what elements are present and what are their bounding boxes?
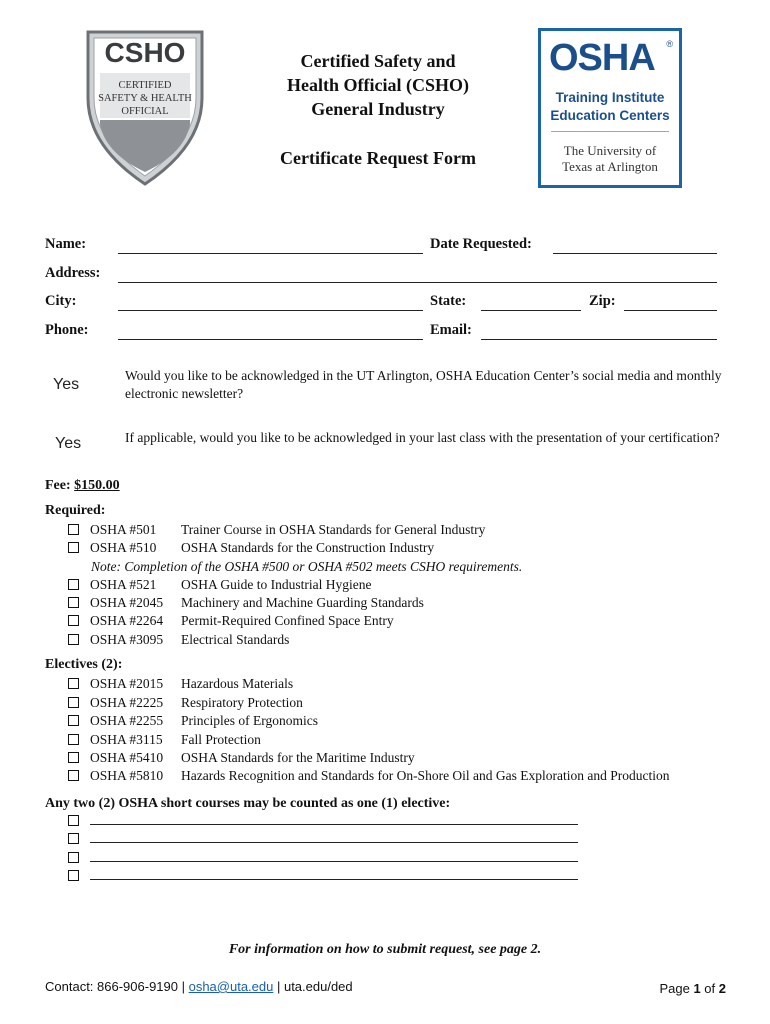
course-code: OSHA #2045 bbox=[90, 595, 164, 610]
short-course-checkbox[interactable] bbox=[68, 870, 79, 881]
form-title-line-1: Certified Safety and bbox=[300, 51, 456, 71]
course-title: Hazardous Materials bbox=[181, 676, 294, 691]
csho-logo-title: CSHO bbox=[104, 37, 186, 68]
submission-info-note: For information on how to submit request, see page 2. bbox=[228, 942, 542, 957]
fee-label: Fee: bbox=[45, 478, 71, 493]
course-title: Respiratory Protection bbox=[181, 695, 303, 710]
course-title: OSHA Standards for the Construction Industry bbox=[181, 540, 435, 555]
csho-logo-line2: SAFETY & HEALTH bbox=[98, 93, 192, 104]
zip-field[interactable] bbox=[624, 310, 717, 311]
osha-logo-line3: The University of bbox=[563, 143, 657, 158]
state-field[interactable] bbox=[481, 310, 581, 311]
page-total: 2 bbox=[718, 981, 726, 996]
required-course-checkbox[interactable] bbox=[68, 615, 79, 626]
required-note: Note: Completion of the OSHA #500 or OSHA #502 meets CSHO requirements. bbox=[91, 559, 523, 574]
form-title-line-2: Health Official (CSHO) bbox=[287, 75, 469, 95]
osha-logo-divider bbox=[551, 131, 669, 132]
osha-logo-registered: ® bbox=[666, 39, 673, 49]
required-course-checkbox[interactable] bbox=[68, 597, 79, 608]
short-course-field[interactable] bbox=[90, 842, 578, 843]
required-course-checkbox[interactable] bbox=[68, 524, 79, 535]
course-title: Trainer Course in OSHA Standards for General Industry bbox=[181, 522, 486, 537]
electives-section-label: Electives (2): bbox=[45, 657, 123, 672]
newsletter-question: Would you like to be acknowledged in the UT Arlington, OSHA Education Center’s social media and monthly electronic newsletter? bbox=[125, 368, 722, 401]
elective-course-checkbox[interactable] bbox=[68, 697, 79, 708]
zip-label: Zip: bbox=[589, 293, 616, 309]
form-subtitle: Certificate Request Form bbox=[280, 148, 476, 168]
short-courses-label: Any two (2) OSHA short courses may be counted as one (1) elective: bbox=[45, 796, 451, 811]
address-label: Address: bbox=[45, 265, 101, 281]
required-course-checkbox[interactable] bbox=[68, 542, 79, 553]
email-label: Email: bbox=[430, 322, 472, 338]
course-code: OSHA #2015 bbox=[90, 676, 164, 691]
email-field[interactable] bbox=[481, 339, 717, 340]
elective-course-checkbox[interactable] bbox=[68, 734, 79, 745]
course-code: OSHA #2255 bbox=[90, 713, 164, 728]
contact-line bbox=[45, 979, 353, 994]
osha-logo-university bbox=[541, 143, 679, 175]
elective-course-checkbox[interactable] bbox=[68, 770, 79, 781]
course-title: Fall Protection bbox=[181, 732, 261, 747]
contact-website: | uta.edu/ded bbox=[273, 979, 353, 994]
page-of: of bbox=[700, 981, 719, 996]
phone-field[interactable] bbox=[118, 339, 423, 340]
elective-course-checkbox[interactable] bbox=[68, 752, 79, 763]
page-word: Page bbox=[659, 981, 694, 996]
short-course-row bbox=[68, 830, 578, 848]
address-field[interactable] bbox=[118, 282, 717, 283]
course-code: OSHA #5810 bbox=[90, 768, 164, 783]
course-title: Machinery and Machine Guarding Standards bbox=[181, 595, 424, 610]
contact-email-link[interactable]: osha@uta.edu bbox=[188, 979, 274, 994]
course-title: Permit-Required Confined Space Entry bbox=[181, 613, 394, 628]
short-course-row bbox=[68, 867, 578, 885]
form-title-line-3: General Industry bbox=[311, 99, 445, 119]
state-label: State: bbox=[430, 293, 467, 309]
osha-logo-word: OSHA bbox=[549, 37, 655, 79]
date-requested-field[interactable] bbox=[553, 253, 717, 254]
required-course-checkbox[interactable] bbox=[68, 579, 79, 590]
short-course-row bbox=[68, 849, 578, 867]
short-course-checkbox[interactable] bbox=[68, 852, 79, 863]
name-label: Name: bbox=[45, 236, 87, 252]
phone-label: Phone: bbox=[45, 322, 89, 338]
course-code: OSHA #510 bbox=[90, 540, 157, 555]
course-code: OSHA #2264 bbox=[90, 613, 164, 628]
osha-logo-subtitle bbox=[541, 89, 679, 125]
contact-phone: Contact: 866-906-9190 | bbox=[45, 979, 189, 994]
osha-training-institute-logo bbox=[538, 28, 682, 188]
page-number bbox=[659, 981, 726, 996]
class-acknowledgement-answer[interactable]: Yes bbox=[55, 435, 82, 452]
city-field[interactable] bbox=[118, 310, 423, 311]
csho-shield-logo bbox=[82, 28, 208, 188]
course-code: OSHA #3095 bbox=[90, 632, 164, 647]
osha-logo-line1: Training Institute bbox=[555, 90, 665, 105]
city-label: City: bbox=[45, 293, 77, 309]
course-code: OSHA #501 bbox=[90, 522, 157, 537]
course-title: OSHA Standards for the Maritime Industry bbox=[181, 750, 415, 765]
short-course-checkbox[interactable] bbox=[68, 833, 79, 844]
required-course-checkbox[interactable] bbox=[68, 634, 79, 645]
course-code: OSHA #521 bbox=[90, 577, 157, 592]
osha-logo-line4: Texas at Arlington bbox=[562, 159, 658, 174]
short-course-field[interactable] bbox=[90, 879, 578, 880]
short-course-field[interactable] bbox=[90, 824, 578, 825]
course-title: Hazards Recognition and Standards for On-Shore Oil and Gas Exploration and Production bbox=[181, 768, 670, 783]
fee-line bbox=[45, 478, 120, 494]
course-code: OSHA #5410 bbox=[90, 750, 164, 765]
required-section-label: Required: bbox=[45, 503, 106, 518]
course-code: OSHA #3115 bbox=[90, 732, 163, 747]
name-field[interactable] bbox=[118, 253, 423, 254]
date-requested-label: Date Requested: bbox=[430, 236, 532, 252]
newsletter-answer[interactable]: Yes bbox=[53, 376, 80, 393]
short-course-row bbox=[68, 812, 578, 830]
short-course-field[interactable] bbox=[90, 861, 578, 862]
csho-logo-line3: OFFICIAL bbox=[121, 106, 169, 117]
csho-logo-line1: CERTIFIED bbox=[118, 80, 172, 91]
elective-course-checkbox[interactable] bbox=[68, 715, 79, 726]
elective-course-checkbox[interactable] bbox=[68, 678, 79, 689]
class-acknowledgement-question: If applicable, would you like to be acknowledged in your last class with the presentation of your certification? bbox=[125, 430, 720, 445]
osha-logo-line2: Education Centers bbox=[550, 108, 670, 123]
course-code: OSHA #2225 bbox=[90, 695, 164, 710]
short-course-checkbox[interactable] bbox=[68, 815, 79, 826]
page-current: 1 bbox=[693, 981, 701, 996]
course-title: Electrical Standards bbox=[181, 632, 290, 647]
course-title: OSHA Guide to Industrial Hygiene bbox=[181, 577, 372, 592]
fee-amount: $150.00 bbox=[74, 478, 120, 493]
course-title: Principles of Ergonomics bbox=[181, 713, 318, 728]
